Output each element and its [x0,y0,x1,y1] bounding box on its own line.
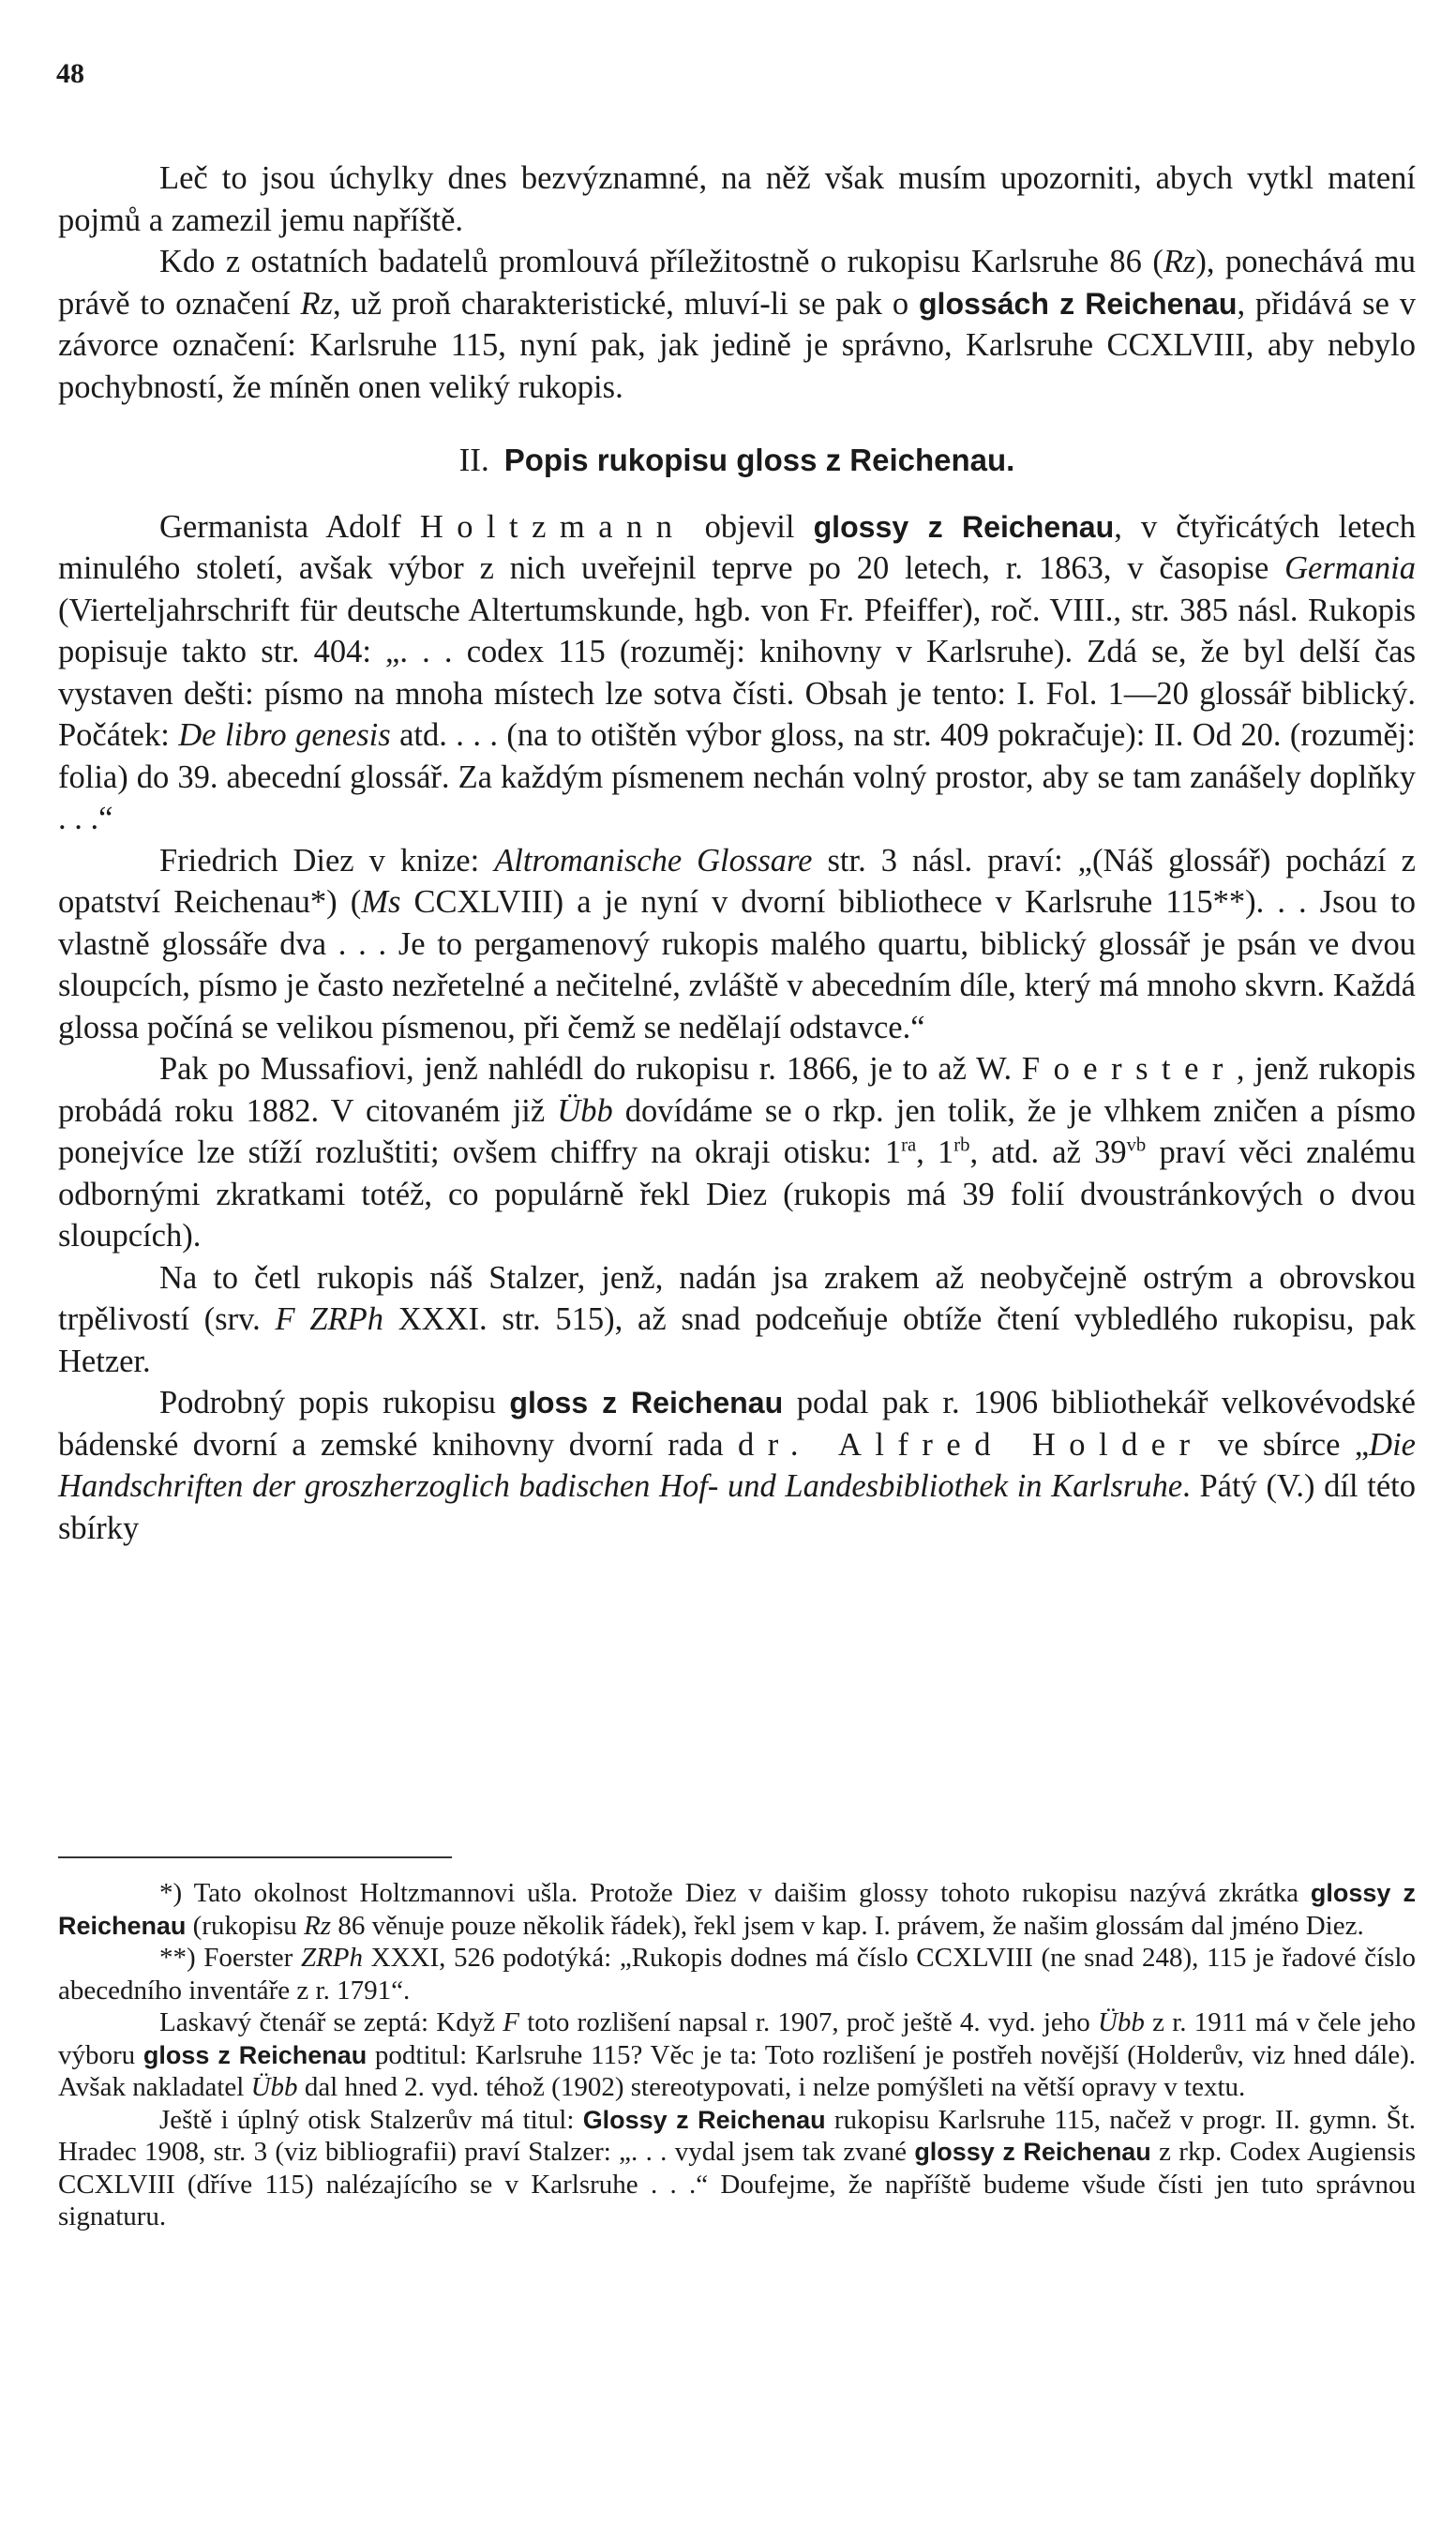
text-run: (rukopisu [186,1910,305,1941]
text-run: , už proň charakteristické, mluví-li se pak o [333,285,919,322]
paragraph [58,1048,1416,1257]
bold-term: glossy z Reichenau [914,2138,1151,2166]
text-run: ), ponechává mu právě to označení [58,244,1416,322]
text-run: 86 věnuje pouze několik řádek), řekl jsem v kap. I. právem, že našim glossám dal jméno Diez. [331,1910,1364,1941]
paragraph [58,506,1416,840]
superscript: vb [1126,1134,1147,1156]
text-run: z r. 1911 má v čele jeho výboru [58,2007,1416,2070]
superscript: rb [953,1134,970,1156]
spaced-name: Foerster [1021,1051,1237,1087]
bold-term: glossách z Reichenau [918,286,1238,321]
text-run: Germanista Adolf [159,508,420,545]
text-run: , přidává se v závorce označení: Karlsruhe 115, nyní pak, jak jedině je správno, Karlsruhe CCXLVIII, aby nebylo pochybností, že míněn onen veliký rukopis. [58,285,1416,405]
main-text [58,158,1416,1549]
spaced-name: dr. Alfred Holder [738,1426,1204,1463]
bold-term: Glossy z Reichenau [582,2105,826,2134]
italic-run: Die Handschriften der groszherzoglich badischen Hof- und Landesbibliothek in Karlsruhe [58,1426,1416,1504]
text-run: , 1 [916,1134,954,1170]
italic-run: Ms [361,884,401,920]
text-run: dal hned 2. vyd. téhož (1902) stereotypovati, i nelze pomýšleti na větší opravy v textu. [297,2072,1246,2102]
footnote [58,2104,1416,2233]
bold-term: glossy z Reichenau [813,509,1115,544]
text-run: XXXI, 526 podotýká: „Rukopis dodnes má číslo CCXLVIII (ne snad 248), 115 je řadové číslo abecedního inventáře z r. 1791“. [58,1943,1416,2006]
text-run: Laskavý čtenář se zeptá: Když [159,2007,503,2037]
text-run: , v čtyřicátých letech minulého století, avšak výbor z nich uveřejnil teprve po 20 letech, r. 1863, v časopise [58,508,1417,586]
text-run: , jenž rukopis probádá roku 1882. V citovaném již [58,1051,1416,1129]
section-title: Popis rukopisu gloss z Reichenau. [503,443,1015,477]
bold-term: gloss z Reichenau [143,2040,368,2069]
text-run: ve sbírce „ [1203,1426,1370,1463]
spaced-name: Holtzmann [419,508,686,545]
bold-term: glossy z Reichenau [58,1879,1416,1940]
text-run: Kdo z ostatních badatelů promlouvá příležitostně o rukopisu Karlsruhe 86 ( [159,244,1163,279]
italic-run: Übb [1097,2007,1145,2037]
paragraph [58,840,1416,1049]
footnote-divider [58,1856,452,1858]
text-run: str. 3 násl. praví: „(Náš glossář) pochází z opatství Reichenau*) ( [58,842,1416,920]
text-run: **) Foerster [159,1943,301,1973]
italic-run: Übb [250,2072,298,2102]
text-run: Pak po Mussafiovi, jenž nahlédl do rukopisu r. 1866, je to až W. [159,1051,1022,1087]
text-run: CCXLVIII) a je nyní v dvorní bibliothece v Karlsruhe 115**). . . Jsou to vlastně glossáře dva . . . Je to pergamenový rukopis malého quartu, biblický glossář je psán ve dvou sloupcích, písmo je často nezřetelné a nečitelné, zvláště v abecedním díle, který má mnoho skvrn. Každá glossa počíná se velikou písmenou, při čemž se nedělají odstavce.“ [58,884,1416,1045]
italic-run: Rz [300,285,333,322]
text-run: Friedrich Diez v knize: [159,842,495,879]
text-run: XXXI. str. 515), až snad podceňuje obtíže čtení vybledlého rukopisu, pak Hetzer. [58,1301,1416,1379]
bold-term: gloss z Reichenau [509,1386,784,1420]
footnote [58,2006,1416,2104]
italic-run: Altromanische Glossare [494,842,813,879]
text-run: (Vierteljahrschrift für deutsche Altertumskunde, hgb. von Fr. Pfeiffer), roč. VIII., str. 385 násl. Rukopis popisuje takto str. 404: „. . . codex 115 (rozuměj: knihovny v Karlsruhe). Zdá se, že byl delší čas vystaven dešti: písmo na mnoha místech lze sotva čísti. Obsah je tento: I. Fol. 1—20 glossář biblický. Počátek: [58,592,1416,753]
text-run: podtitul: Karlsruhe 115? Věc je ta: Toto rozlišení je postřeh novější (Holderův, viz hned dále). Avšak nakladatel [58,2039,1416,2102]
text-run: Ještě i úplný otisk Stalzerův má titul: [159,2104,583,2135]
italic-run: De libro genesis [178,717,391,753]
text-run: atd. . . . (na to otištěn výbor gloss, na str. 409 pokračuje): II. Od 20. (rozuměj: folia) do 39. abecední glossář. Za každým písmenem nechán volný prostor, aby se tam zanášely doplňky . . .“ [58,717,1417,836]
text-run: z rkp. Codex Augiensis CCXLVIII (dříve 115) nalézajícího se v Karlsruhe . . .“ Doufejme, že napříště budeme všude čísti jen tuto správnou signaturu. [58,2137,1416,2231]
paragraph [58,158,1416,241]
italic-run: ZRPh [300,1943,364,1973]
text-run: Leč to jsou úchylky dnes bezvýznamné, na něž však musím upozorniti, abych vytkl matení pojmů a zamezil jemu napříště. [58,160,1416,238]
footnote [58,1942,1416,2006]
text-run: Podrobný popis rukopisu [159,1385,510,1420]
italic-run: Übb [557,1092,613,1129]
text-run: podal pak r. 1906 bibliothekář velkovévodské bádenské dvorní a zemské knihovny dvorní rada [58,1385,1416,1463]
paragraph [58,1257,1416,1383]
section-heading [58,440,1416,482]
italic-run: Rz [1163,244,1196,279]
text-run: rukopisu Karlsruhe 115, načež v progr. II. gymn. Št. Hradec 1908, str. 3 (viz bibliografii) praví Stalzer: „. . . vydal jsem tak zvané [58,2104,1417,2167]
page-number: 48 [56,58,84,89]
text-run: *) Tato okolnost Holtzmannovi ušla. Protože Diez v daišim glossy tohoto rukopisu nazývá zkrátka [159,1878,1311,1908]
section-number: II. [458,442,489,478]
text-run: toto rozlišení napsal r. 1907, proč ještě 4. vyd. jeho [519,2007,1098,2037]
italic-run: F [503,2007,520,2037]
footnotes [58,1877,1416,2233]
footnote [58,1877,1416,1942]
text-run: objevil [685,508,814,545]
text-run: . Pátý (V.) díl této sbírky [58,1468,1417,1546]
italic-run: Rz [304,1910,332,1941]
superscript: ra [901,1134,917,1156]
paragraph [58,241,1416,408]
text-run: dovídáme se o rkp. jen tolik, že je vlhkem zničen a písmo ponejvíce lze stíží rozluštiti; ovšem chiffry na okraji otisku: 1 [58,1092,1417,1170]
text-run: Na to četl rukopis náš Stalzer, jenž, nadán jsa zrakem až neobyčejně ostrým a obrovskou trpělivostí (srv. [58,1259,1416,1337]
italic-run: Germania [1284,550,1416,586]
text-run: praví věci znalému odbornými zkratkami totéž, co populárně řekl Diez (rukopis má 39 folií dvoustránkových o dvou sloupcích). [58,1134,1416,1254]
text-run: , atd. až 39 [969,1134,1127,1170]
paragraph [58,1382,1416,1549]
italic-run: F ZRPh [275,1301,383,1337]
